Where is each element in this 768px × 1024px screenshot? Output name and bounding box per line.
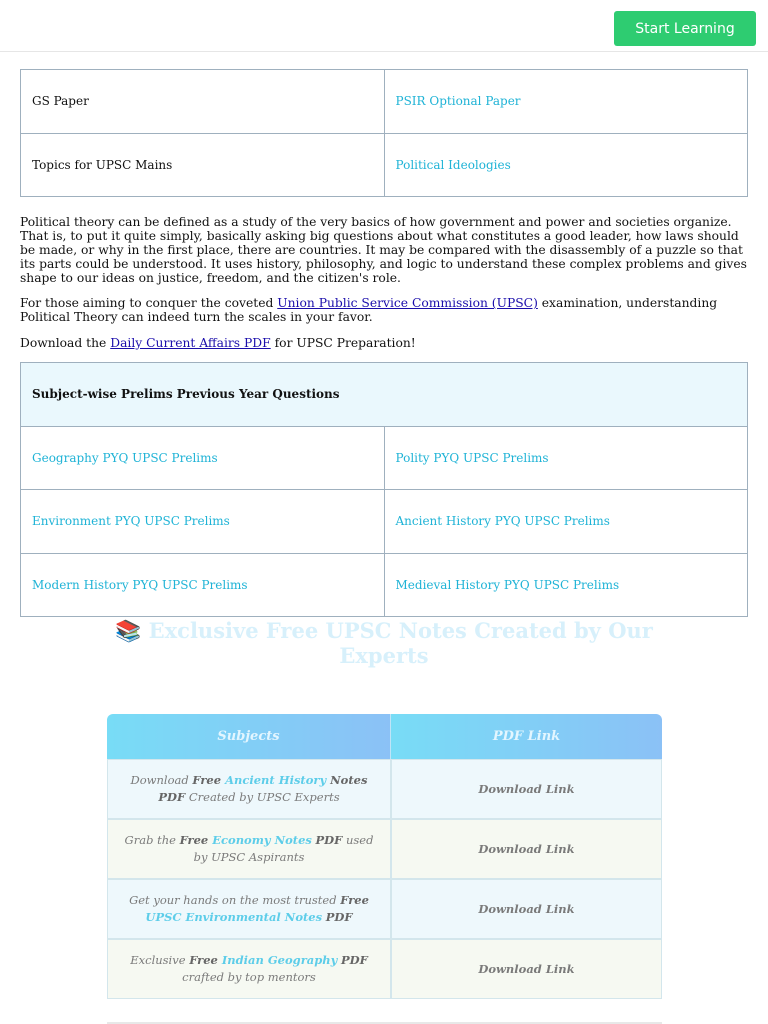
table-row xyxy=(21,490,748,554)
subject-link[interactable]: Ancient History xyxy=(225,773,327,787)
subject-cell xyxy=(107,759,391,819)
table-row xyxy=(21,363,748,427)
upsc-paragraph xyxy=(20,296,748,324)
subject-cell xyxy=(107,819,391,879)
subject-cell xyxy=(107,879,391,939)
pyq-table xyxy=(20,362,748,617)
ca-text-before: Download the xyxy=(20,336,111,350)
cell-text: Download xyxy=(130,773,193,787)
modern-history-pyq-link[interactable]: Modern History PYQ UPSC Prelims xyxy=(21,553,385,617)
pdf-label: PDF xyxy=(325,910,353,924)
table-header-row xyxy=(107,714,662,759)
free-label: Free xyxy=(179,833,213,847)
psir-optional-link[interactable]: PSIR Optional Paper xyxy=(384,70,748,134)
table-row xyxy=(107,879,662,939)
environment-pyq-link[interactable]: Environment PYQ UPSC Prelims xyxy=(21,490,385,554)
political-ideologies-link[interactable]: Political Ideologies xyxy=(384,133,748,197)
download-link[interactable]: Download Link xyxy=(391,939,662,999)
table-row xyxy=(21,70,748,134)
notes-table xyxy=(107,714,662,999)
free-label: Free xyxy=(192,773,226,787)
download-link[interactable]: Download Link xyxy=(391,759,662,819)
ancient-history-pyq-link[interactable]: Ancient History PYQ UPSC Prelims xyxy=(384,490,748,554)
upsc-text-after: examination, understanding Political Theory can indeed turn the scales in your favor. xyxy=(20,296,718,324)
top-bar xyxy=(0,0,768,52)
pdf-link-column-header: PDF Link xyxy=(391,714,662,759)
geography-pyq-link[interactable]: Geography PYQ UPSC Prelims xyxy=(21,426,385,490)
free-label: Free xyxy=(189,953,222,967)
upsc-link[interactable]: Union Public Service Commission (UPSC) xyxy=(277,296,538,310)
notes-section-title: 📚 Exclusive Free UPSC Notes Created by Our Experts xyxy=(115,618,653,668)
cell-text: Grab the xyxy=(124,833,180,847)
cell-text: Created by UPSC Experts xyxy=(185,790,340,804)
topics-label: Topics for UPSC Mains xyxy=(21,133,385,197)
table-row xyxy=(21,553,748,617)
cell-text: Notes xyxy=(326,773,368,787)
subject-link[interactable]: UPSC Environmental Notes xyxy=(145,910,323,924)
cell-text: Exclusive xyxy=(130,953,190,967)
table-row xyxy=(21,426,748,490)
table-row xyxy=(107,819,662,879)
pdf-label: PDF xyxy=(340,953,368,967)
medieval-history-pyq-link[interactable]: Medieval History PYQ UPSC Prelims xyxy=(384,553,748,617)
upsc-text-before: For those aiming to conquer the coveted xyxy=(20,296,278,310)
info-table xyxy=(20,69,748,197)
intro-paragraph: Political theory can be defined as a study of the very basics of how government and power and societies organize. That is, to put it quite simply, basically asking big questions about what constitutes a good leader, how laws should be made, or why in the first place, there are countries. It may be compared with the disassembly of a puzzle so that its parts could be understood. It uses history, philosophy, and logic to understand these complex problems and gives shape to our ideas on justice, freedom, and the citizen's role. xyxy=(20,215,747,285)
pyq-table-header: Subject-wise Prelims Previous Year Questions xyxy=(21,363,748,427)
ca-text-after: for UPSC Preparation! xyxy=(270,336,416,350)
current-affairs-paragraph xyxy=(20,336,748,350)
cell-text: Get your hands on the most trusted xyxy=(129,893,341,907)
subject-cell xyxy=(107,939,391,999)
table-row xyxy=(107,759,662,819)
download-link[interactable]: Download Link xyxy=(391,879,662,939)
gs-paper-label: GS Paper xyxy=(21,70,385,134)
subject-link[interactable]: Economy Notes xyxy=(212,833,312,847)
table-row xyxy=(107,939,662,999)
pdf-label: PDF xyxy=(158,790,186,804)
polity-pyq-link[interactable]: Polity PYQ UPSC Prelims xyxy=(384,426,748,490)
subject-link[interactable]: Indian Geography xyxy=(221,953,338,967)
current-affairs-link[interactable]: Daily Current Affairs PDF xyxy=(110,336,271,350)
cell-text: used by UPSC Aspirants xyxy=(193,833,374,864)
cell-text: crafted by top mentors xyxy=(182,970,316,984)
download-link[interactable]: Download Link xyxy=(391,819,662,879)
pdf-label: PDF xyxy=(315,833,343,847)
table-row xyxy=(21,133,748,197)
subjects-column-header: Subjects xyxy=(107,714,391,759)
start-learning-button[interactable]: Start Learning xyxy=(614,11,756,46)
free-label: Free xyxy=(340,893,369,907)
